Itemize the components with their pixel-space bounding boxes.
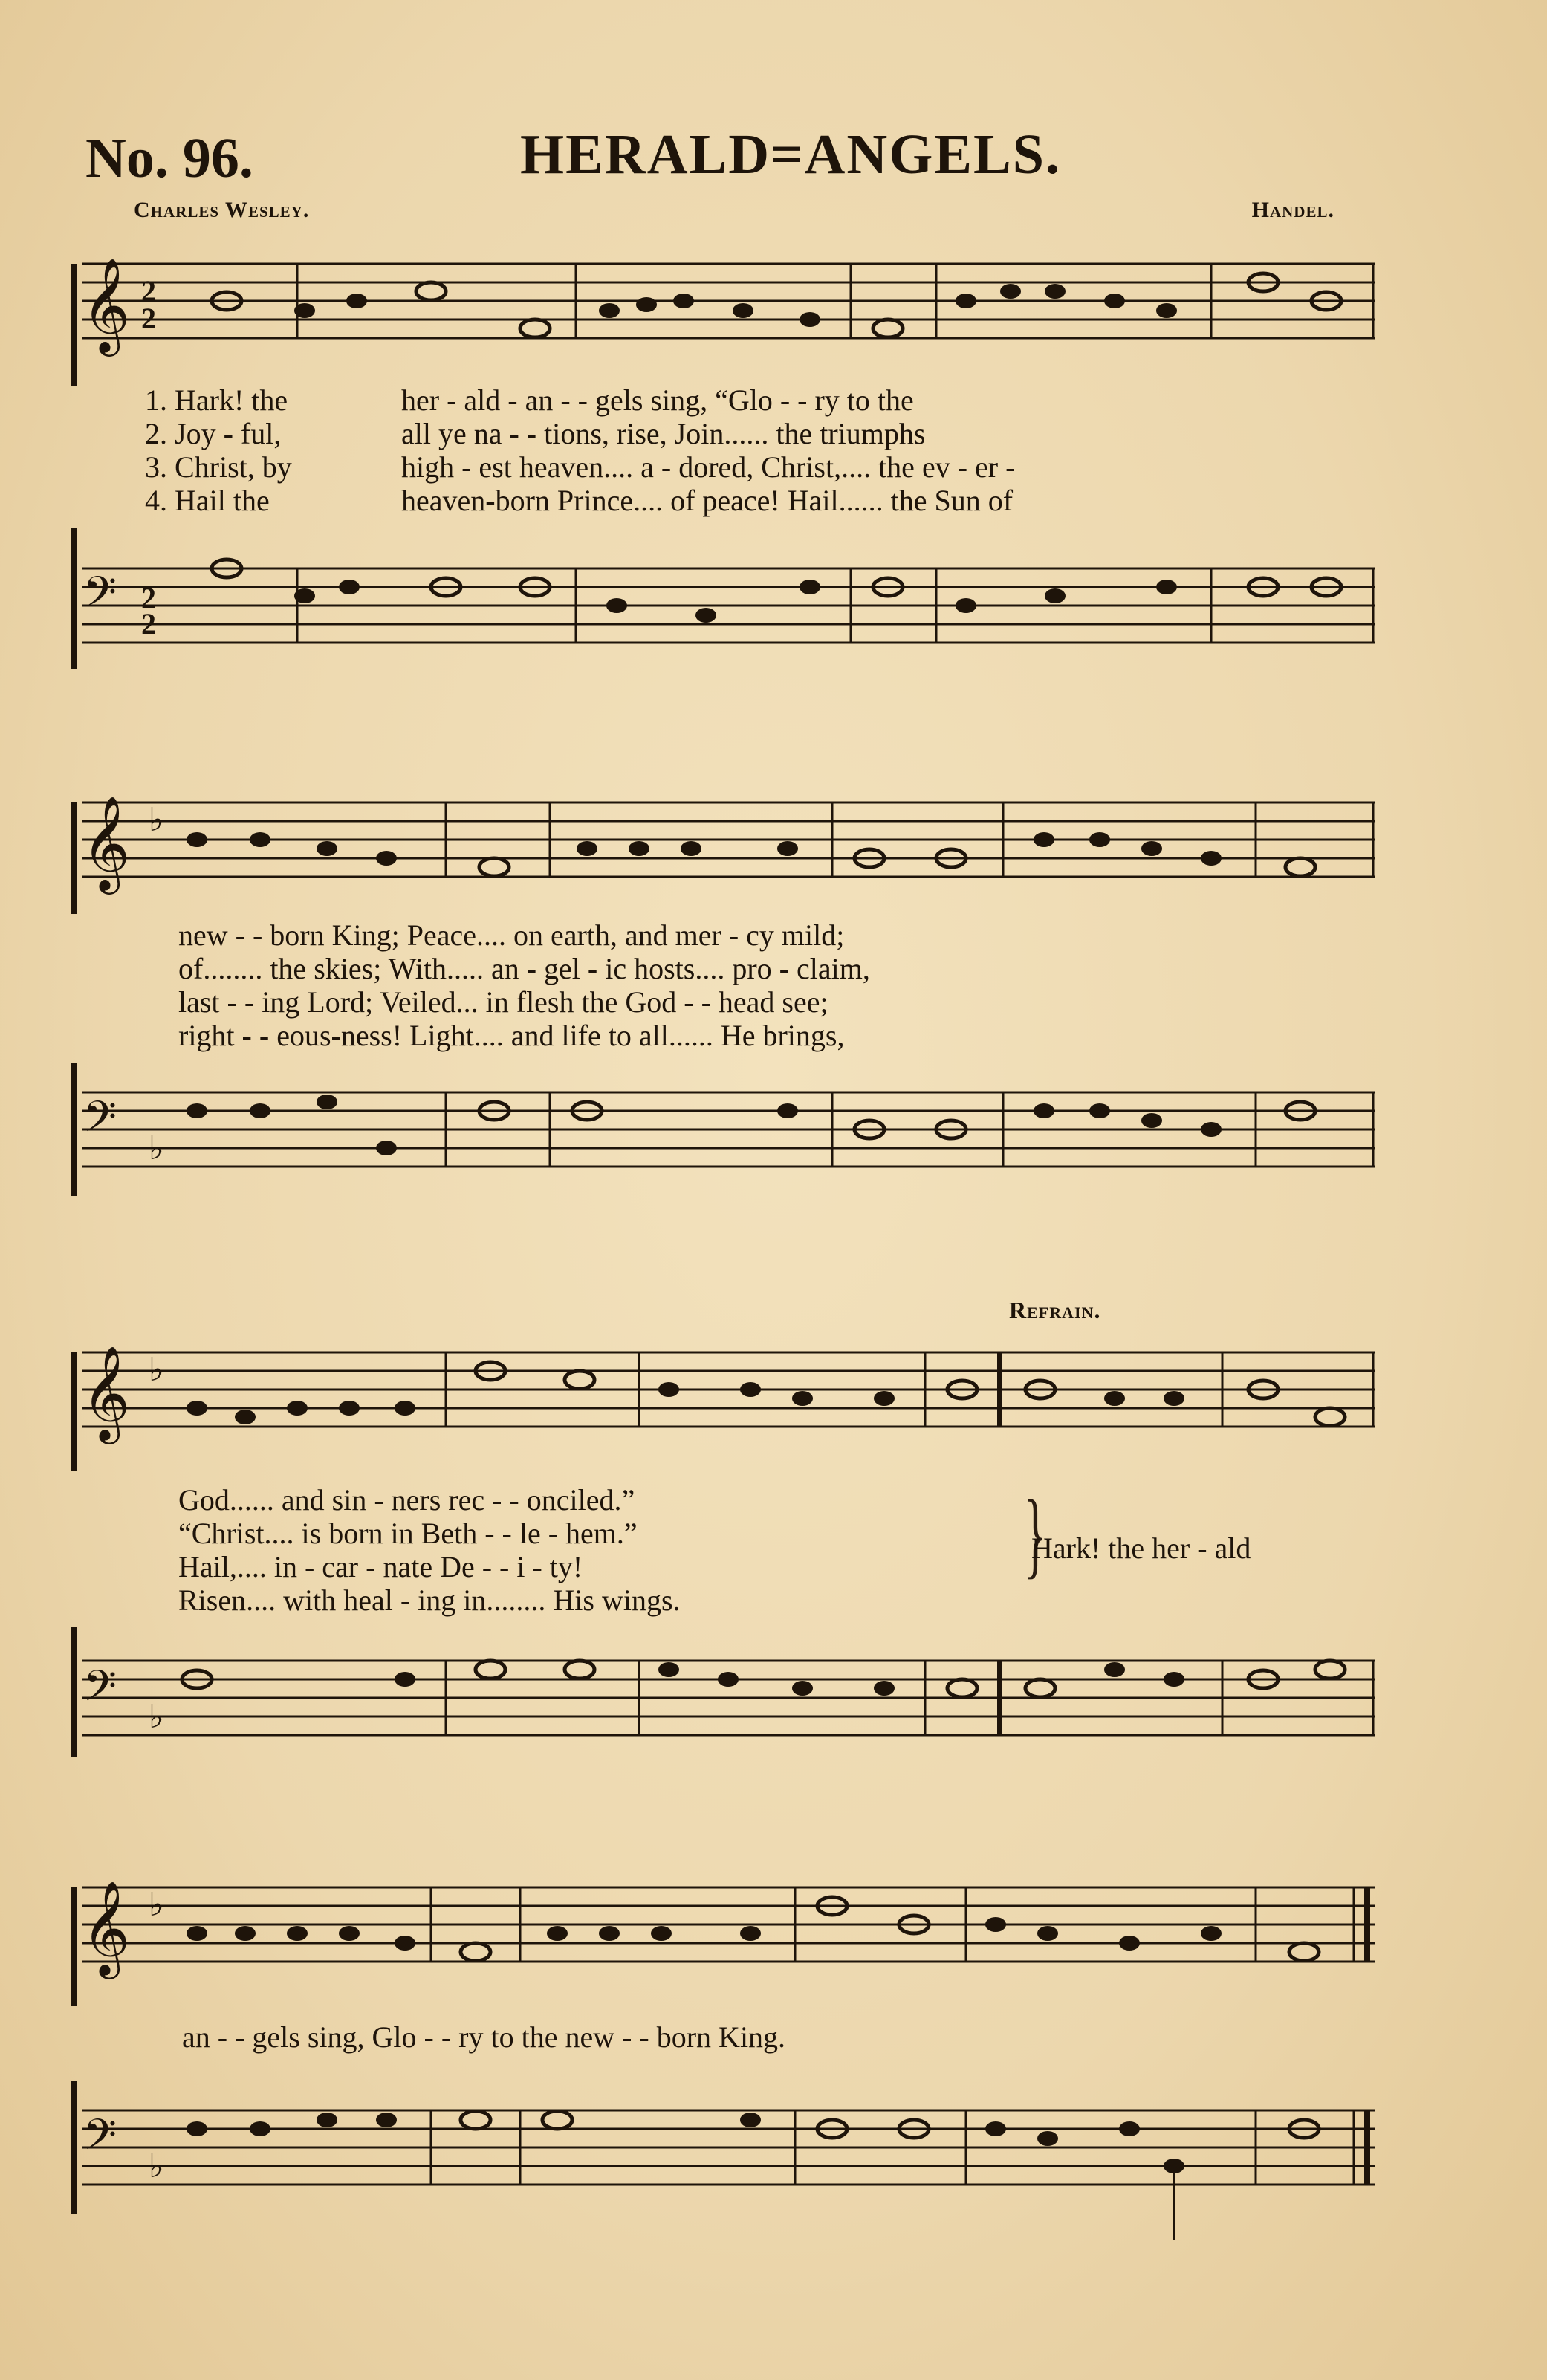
- verse-3-line: 3. Christ, by high - est heaven.... a - dored, Christ,.... the ev - er -: [145, 450, 1016, 484]
- system-1-treble-staff: [0, 245, 1547, 386]
- verse-2-line: of........ the skies; With..... an - gel - ic hosts.... pro - claim,: [178, 952, 870, 985]
- svg-text:♭: ♭: [149, 2148, 164, 2185]
- system-1-lyrics: [0, 383, 1547, 516]
- verse-3-line: last - - ing Lord; Veiled... in flesh the God - - head see;: [178, 985, 828, 1019]
- svg-text:𝄞: 𝄞: [82, 798, 131, 889]
- svg-text:𝄢: 𝄢: [83, 1095, 117, 1152]
- refrain-line: an - - gels sing, Glo - - ry to the new - - born King.: [182, 2020, 786, 2054]
- svg-text:𝄞: 𝄞: [82, 257, 131, 352]
- words-credit: Charles Wesley.: [134, 198, 310, 222]
- verse-4-line: 4. Hail the heaven-born Prince.... of peace! Hail...... the Sun of: [145, 484, 1014, 517]
- verse-brace: }: [1023, 1481, 1047, 1588]
- music-credit: Handel.: [1251, 198, 1334, 222]
- verse-2-line: “Christ.... is born in Beth - - le - hem.”: [178, 1517, 638, 1550]
- svg-text:2: 2: [141, 302, 156, 335]
- svg-text:♭: ♭: [149, 1887, 164, 1923]
- verse-2-line: 2. Joy - ful, all ye na - - tions, rise, Join...... the triumphs: [145, 417, 926, 450]
- svg-text:2: 2: [141, 274, 156, 308]
- svg-text:𝄞: 𝄞: [82, 1348, 131, 1439]
- svg-text:𝄢: 𝄢: [83, 2113, 117, 2170]
- refrain-label: Refrain.: [1009, 1297, 1101, 1323]
- refrain-lyric: Hark! the her - ald: [1031, 1531, 1251, 1565]
- system-2-bass-staff: [0, 1063, 1547, 1211]
- system-4-bass-staff: [0, 2081, 1547, 2244]
- svg-text:𝄞: 𝄞: [82, 1883, 131, 1974]
- svg-text:2: 2: [141, 607, 156, 641]
- verse-3-line: Hail,.... in - car - nate De - - i - ty!: [178, 1550, 583, 1583]
- svg-text:♭: ♭: [149, 1699, 164, 1735]
- system-4-lyrics: [0, 2020, 1547, 2053]
- hymn-number: No. 96.: [85, 127, 253, 189]
- verse-1-line: 1. Hark! the her - ald - an - - gels sing, “Glo - - ry to the: [145, 383, 914, 417]
- svg-text:♭: ♭: [149, 802, 164, 838]
- svg-text:2: 2: [141, 581, 156, 615]
- hymn-title: HERALD=ANGELS.: [520, 123, 1061, 186]
- verse-4-line: Risen.... with heal - ing in........ His wings.: [178, 1583, 681, 1617]
- verse-1-line: God...... and sin - ners rec - - onciled.”: [178, 1483, 635, 1517]
- system-3-treble-staff: [0, 1330, 1547, 1471]
- verse-1-line: new - - born King; Peace.... on earth, and mer - cy mild;: [178, 918, 845, 952]
- system-3-lyrics: [0, 1482, 1547, 1616]
- system-2-lyrics: [0, 918, 1547, 1051]
- system-2-treble-staff: [0, 780, 1547, 914]
- svg-text:♭: ♭: [149, 1352, 164, 1388]
- system-1-bass-staff: [0, 528, 1547, 676]
- svg-text:𝄢: 𝄢: [83, 1664, 117, 1721]
- system-3-bass-staff: [0, 1627, 1547, 1776]
- svg-text:𝄢: 𝄢: [83, 570, 117, 627]
- system-4-treble-staff: [0, 1865, 1547, 2006]
- verse-4-line: right - - eous-ness! Light.... and life to all...... He brings,: [178, 1019, 845, 1052]
- svg-text:♭: ♭: [149, 1130, 164, 1167]
